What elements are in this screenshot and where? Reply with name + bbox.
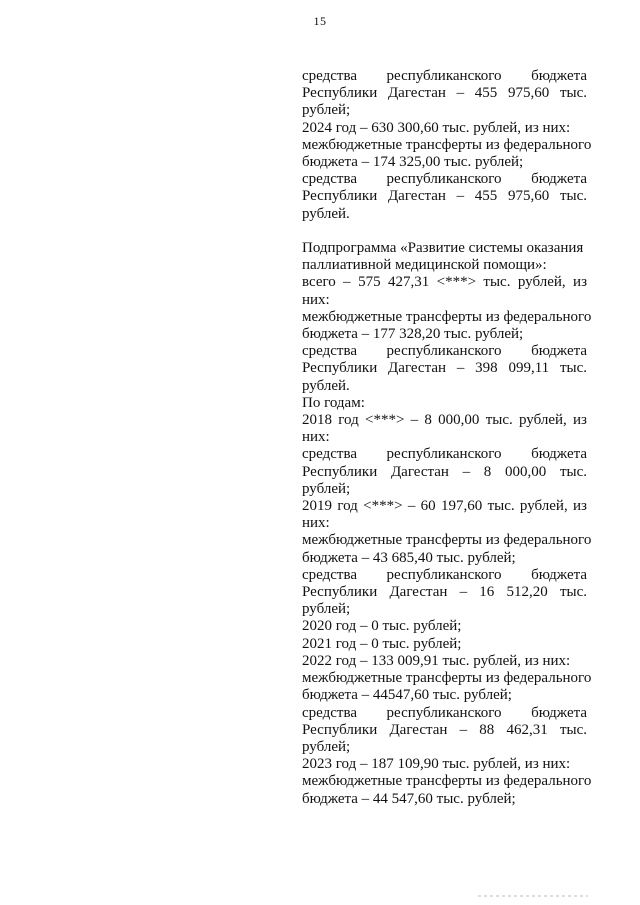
text-line: Подпрограмма «Развитие системы оказания (302, 240, 584, 257)
text-line: средства республиканского бюджета (302, 704, 587, 721)
text-line: рублей. (302, 377, 350, 394)
text-line: бюджета – 43 685,40 тыс. рублей; (302, 549, 516, 566)
text-line: рублей; (302, 102, 351, 119)
page-number: 15 (313, 14, 327, 28)
text-line: них: (302, 291, 330, 308)
text-line: межбюджетные трансферты из федерального (302, 308, 592, 325)
text-line: рублей; (302, 738, 351, 755)
text-line: Республики Дагестан – 455 975,60 тыс. (302, 188, 587, 205)
text-line: бюджета – 44 547,60 тыс. рублей; (302, 790, 516, 807)
text-line: рублей; (302, 601, 351, 618)
text-line: 2023 год – 187 109,90 тыс. рублей, из них: (302, 756, 571, 773)
text-line: всего – 575 427,31 <***> тыс. рублей, из (302, 274, 587, 291)
text-line: бюджета – 174 325,00 тыс. рублей; (302, 154, 524, 171)
text-line: рублей; (302, 480, 351, 497)
text-line: них: (302, 515, 330, 532)
text-line: средства республиканского бюджета (302, 171, 587, 188)
text-line: Республики Дагестан – 88 462,31 тыс. (302, 721, 587, 738)
text-line: 2021 год – 0 тыс. рублей; (302, 635, 462, 652)
text-line: 2024 год – 630 300,60 тыс. рублей, из них: (302, 119, 571, 136)
text-line: средства республиканского бюджета (302, 566, 587, 583)
text-line: средства республиканского бюджета (302, 446, 587, 463)
text-line: Республики Дагестан – 8 000,00 тыс. (302, 463, 587, 480)
text-line: них: (302, 429, 330, 446)
text-line: Республики Дагестан – 398 099,11 тыс. (302, 360, 587, 377)
text-line: 2020 год – 0 тыс. рублей; (302, 618, 462, 635)
text-line: бюджета – 44547,60 тыс. рублей; (302, 687, 512, 704)
text-line: межбюджетные трансферты из федерального (302, 670, 592, 687)
text-line: межбюджетные трансферты из федерального (302, 773, 592, 790)
text-line: средства республиканского бюджета (302, 343, 587, 360)
text-line: Республики Дагестан – 455 975,60 тыс. (302, 85, 587, 102)
text-line: 2019 год <***> – 60 197,60 тыс. рублей, из (302, 498, 587, 515)
document-body (302, 68, 592, 808)
text-line: бюджета – 177 328,20 тыс. рублей; (302, 326, 524, 343)
scan-artifact (478, 895, 588, 897)
text-line: средства республиканского бюджета (302, 68, 587, 84)
text-line: Республики Дагестан – 16 512,20 тыс. (302, 584, 587, 601)
blank-line (302, 223, 587, 240)
text-line: 2018 год <***> – 8 000,00 тыс. рублей, из (302, 412, 587, 429)
text-line: По годам: (302, 394, 365, 411)
text-line: межбюджетные трансферты из федерального (302, 532, 592, 549)
text-line: 2022 год – 133 009,91 тыс. рублей, из них: (302, 652, 571, 669)
text-line: межбюджетные трансферты из федерального (302, 136, 592, 153)
text-line: паллиативной медицинской помощи»: (302, 257, 547, 274)
text-line: рублей. (302, 205, 350, 222)
